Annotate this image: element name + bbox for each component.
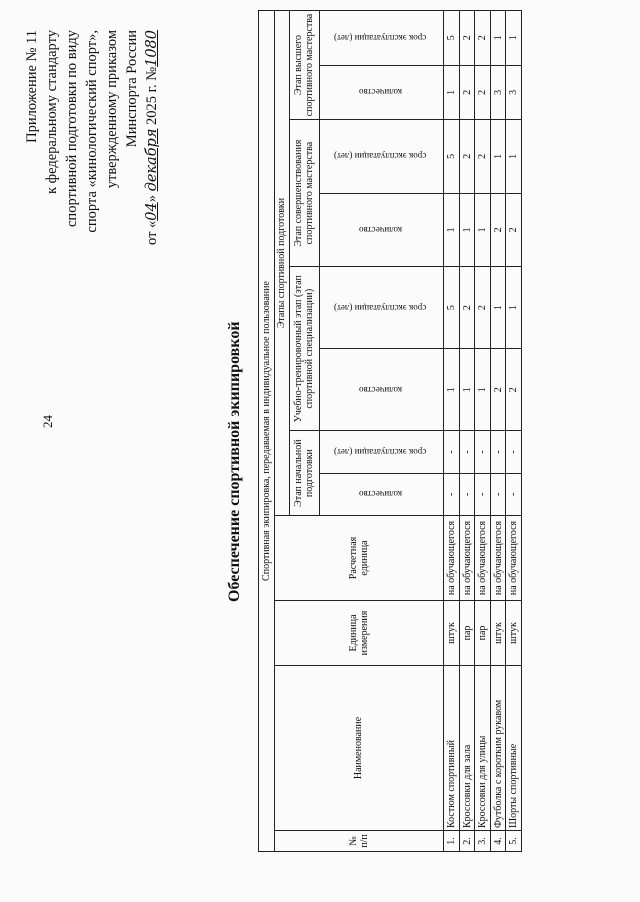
- value-cell: -: [475, 431, 491, 473]
- sub-term-header: [319, 431, 444, 473]
- value-cell: 2: [475, 65, 491, 120]
- sub-term-label: срок эксплуатации (лет): [333, 446, 427, 457]
- sub-qty-header: [319, 65, 444, 120]
- table-main-header: Спортивная экипировка, передаваемая в индивидуальное пользование: [259, 11, 275, 852]
- appendix-header: [22, 30, 162, 260]
- value-cell: 1: [444, 349, 460, 431]
- value-cell: -: [444, 431, 460, 473]
- date-prefix: от «: [144, 220, 160, 245]
- sub-term-header: [319, 11, 444, 66]
- row-number: 2.: [459, 831, 475, 852]
- date-day: 04: [144, 202, 160, 221]
- order-number: 1080: [144, 30, 160, 67]
- appendix-date-line: [142, 30, 162, 260]
- sub-qty-label: количество: [358, 224, 402, 235]
- value-cell: 1: [475, 193, 491, 267]
- value-cell: 1: [490, 11, 506, 66]
- value-cell: 2: [459, 120, 475, 194]
- stages-header: Этапы спортивной подготовки: [274, 11, 290, 516]
- value-cell: -: [475, 473, 491, 515]
- date-mid: »: [144, 195, 160, 203]
- date-year: 2025 г. №: [144, 66, 160, 125]
- item-calc-unit: на обучающегося: [506, 516, 522, 601]
- sub-qty-header: [319, 349, 444, 431]
- item-unit: штук: [490, 601, 506, 666]
- sub-qty-label: количество: [358, 87, 402, 98]
- sub-term-label: срок эксплуатации (лет): [333, 302, 427, 313]
- value-cell: -: [444, 473, 460, 515]
- table-row: [444, 11, 460, 852]
- item-name: Шорты спортивные: [506, 666, 522, 831]
- equipment-table: [258, 10, 522, 852]
- col-calc-header: Расчетная единица: [274, 516, 444, 601]
- value-cell: 2: [475, 267, 491, 349]
- sub-qty-label: количество: [358, 384, 402, 395]
- value-cell: 1: [459, 349, 475, 431]
- table-row: [506, 11, 522, 852]
- table-row: [490, 11, 506, 852]
- value-cell: 1: [506, 120, 522, 194]
- sub-term-header: [319, 267, 444, 349]
- col-unit-header: Единица измерения: [274, 601, 444, 666]
- item-calc-unit: на обучающегося: [459, 516, 475, 601]
- value-cell: 1: [459, 193, 475, 267]
- sub-qty-label: количество: [358, 489, 402, 500]
- header-row-1: [259, 11, 275, 852]
- document-title: Обеспечение спортивной экипировкой: [226, 321, 243, 602]
- value-cell: 3: [506, 65, 522, 120]
- item-unit: штук: [506, 601, 522, 666]
- row-number: 1.: [444, 831, 460, 852]
- value-cell: 2: [459, 11, 475, 66]
- stage-2-header: Учебно-тренировочный этап (этап спортивной специализации): [290, 267, 320, 431]
- appendix-line-5: утвержденному приказом: [104, 30, 120, 189]
- value-cell: 2: [475, 11, 491, 66]
- row-number: 4.: [490, 831, 506, 852]
- sub-term-label: срок эксплуатации (лет): [333, 151, 427, 162]
- sub-qty-header: [319, 473, 444, 515]
- item-unit: пар: [459, 601, 475, 666]
- value-cell: 1: [490, 120, 506, 194]
- item-name: Костюм спортивный: [444, 666, 460, 831]
- value-cell: -: [490, 431, 506, 473]
- item-name: Кроссовки для зала: [459, 666, 475, 831]
- value-cell: 1: [490, 267, 506, 349]
- item-name: Футболка с коротким рукавом: [490, 666, 506, 831]
- row-number: 3.: [475, 831, 491, 852]
- sub-term-header: [319, 120, 444, 194]
- stage-4-header: Этап высшего спортивного мастерства: [290, 11, 320, 120]
- page-number: 24: [40, 415, 55, 428]
- sub-term-label: срок эксплуатации (лет): [333, 32, 427, 43]
- item-unit: пар: [475, 601, 491, 666]
- sub-qty-header: [319, 193, 444, 267]
- value-cell: 2: [506, 193, 522, 267]
- value-cell: 5: [444, 11, 460, 66]
- value-cell: -: [506, 473, 522, 515]
- date-month: декабря: [144, 128, 160, 192]
- appendix-line-3: спортивной подготовки по виду: [64, 30, 80, 227]
- value-cell: 2: [459, 267, 475, 349]
- table-row: [459, 11, 475, 852]
- value-cell: 5: [444, 267, 460, 349]
- col-name-header: Наименование: [274, 666, 444, 831]
- value-cell: -: [459, 473, 475, 515]
- appendix-line-4: спорта «кинологический спорт»,: [84, 30, 100, 233]
- item-calc-unit: на обучающегося: [475, 516, 491, 601]
- value-cell: 3: [490, 65, 506, 120]
- value-cell: 2: [490, 349, 506, 431]
- value-cell: 1: [475, 349, 491, 431]
- header-row-2: [274, 11, 290, 852]
- appendix-line-1: Приложение № 11: [24, 30, 40, 143]
- col-no-header: № п/п: [274, 831, 444, 852]
- value-cell: 1: [444, 65, 460, 120]
- value-cell: 2: [475, 120, 491, 194]
- value-cell: -: [490, 473, 506, 515]
- value-cell: 2: [490, 193, 506, 267]
- table-row: [475, 11, 491, 852]
- item-name: Кроссовки для улицы: [475, 666, 491, 831]
- value-cell: -: [506, 431, 522, 473]
- stage-1-header: Этап начальной подготовки: [290, 431, 320, 516]
- row-number: 5.: [506, 831, 522, 852]
- value-cell: 2: [506, 349, 522, 431]
- value-cell: 1: [506, 11, 522, 66]
- item-calc-unit: на обучающегося: [444, 516, 460, 601]
- value-cell: 2: [459, 65, 475, 120]
- value-cell: -: [459, 431, 475, 473]
- item-unit: штук: [444, 601, 460, 666]
- appendix-line-6: Минспорта России: [124, 30, 140, 148]
- value-cell: 1: [506, 267, 522, 349]
- value-cell: 1: [444, 193, 460, 267]
- item-calc-unit: на обучающегося: [490, 516, 506, 601]
- stage-3-header: Этап совершенствования спортивного мастерства: [290, 120, 320, 267]
- appendix-line-2: к федеральному стандарту: [44, 30, 60, 194]
- value-cell: 5: [444, 120, 460, 194]
